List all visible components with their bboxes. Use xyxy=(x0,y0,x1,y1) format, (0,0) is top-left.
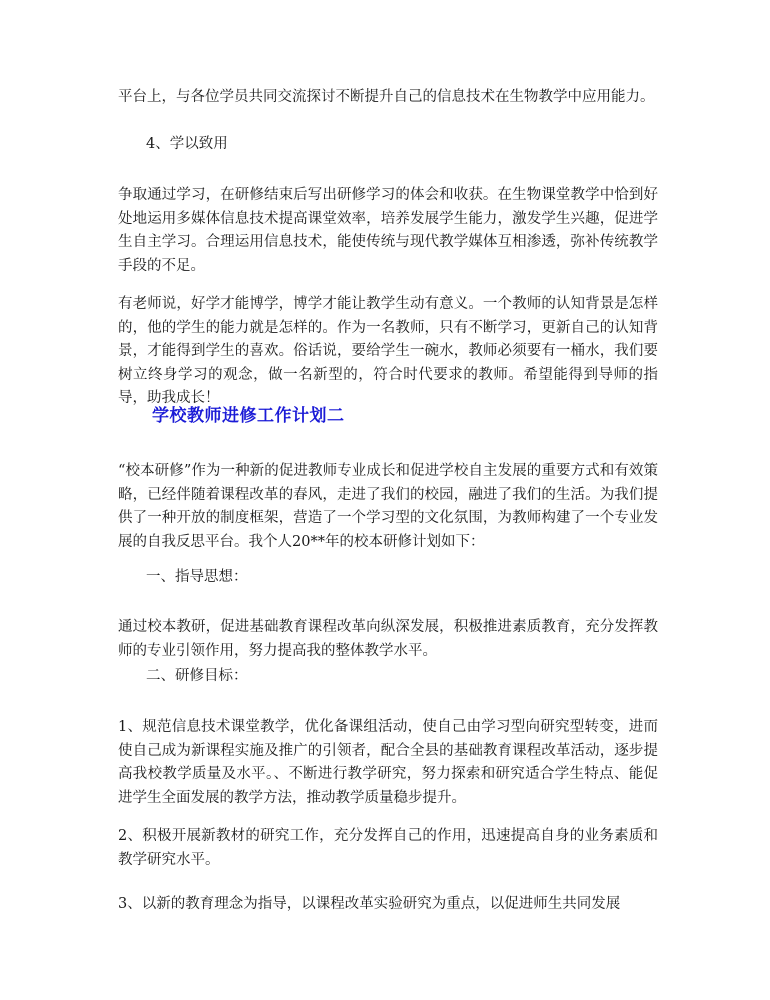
heading-guiding-ideology: 一、指导思想： xyxy=(146,569,248,585)
paragraph-goal-2: 2、积极开展新教材的研究工作，充分发挥自己的作用，迅速提高自身的业务素质和教学研究水平。 xyxy=(118,828,658,868)
paragraph-platform: 平台上，与各位学员共同交流探讨不断提升自己的信息技术在生物教学中应用能力。 xyxy=(118,89,655,105)
paragraph-study-goals: 争取通过学习，在研修结束后写出研修学习的体会和收获。在生物课堂教学中恰到好处地运用多媒体信息技术提高课堂效率，培养发展学生能力，激发学生兴趣，促进学生自主学习。合理运用信息技术，能使传统与现代教学媒体互相渗透，弥补传统教学手段的不足。 xyxy=(118,187,658,274)
paragraph-goal-1: 1、规范信息技术课堂教学，优化备课组活动，使自己由学习型向研究型转变，进而使自己成为新课程实施及推广的引领者，配合全县的基础教育课程改革活动，逐步提高我校教学质量及水平。、不断进行教学研究，努力探索和研究适合学生特点、能促进学生全面发展的教学方法，推动教学质量稳步提升。 xyxy=(118,719,658,806)
heading-research-goals: 二、研修目标： xyxy=(146,668,248,684)
heading-learn-to-apply: 4、学以致用 xyxy=(146,136,228,152)
paragraph-teacher-learning: 有老师说，好学才能博学，博学才能让教学生动有意义。一个教师的认知背景是怎样的，他的学生的能力就是怎样的。作为一名教师，只有不断学习，更新自己的认知背景，才能得到学生的喜欢。俗话说，要给学生一碗水，教师必须要有一桶水，我们要树立终身学习的观念，做一名新型的，符合时代要求的教师。希望能得到导师的指导，助我成长！ xyxy=(118,296,658,406)
paragraph-goal-3: 3、以新的教育理念为指导，以课程改革实验研究为重点，以促进师生共同发展 xyxy=(118,896,621,912)
paragraph-school-research-intro: “校本研修”作为一种新的促进教师专业成长和促进学校自主发展的重要方式和有效策略，已经伴随着课程改革的春风，走进了我们的校园，融进了我们的生活。为我们提供了一种开放的制度框架，营造了一个学习型的文化氛围，为教师构建了一个专业发展的自我反思平台。我个人20**年的校本研修计划如下： xyxy=(118,463,658,550)
paragraph-guiding-ideology: 通过校本教研，促进基础教育课程改革向纵深发展，积极推进素质教育，充分发挥教师的专业引领作用，努力提高我的整体教学水平。 xyxy=(118,619,658,659)
section-title: 学校教师进修工作计划二 xyxy=(152,406,345,426)
